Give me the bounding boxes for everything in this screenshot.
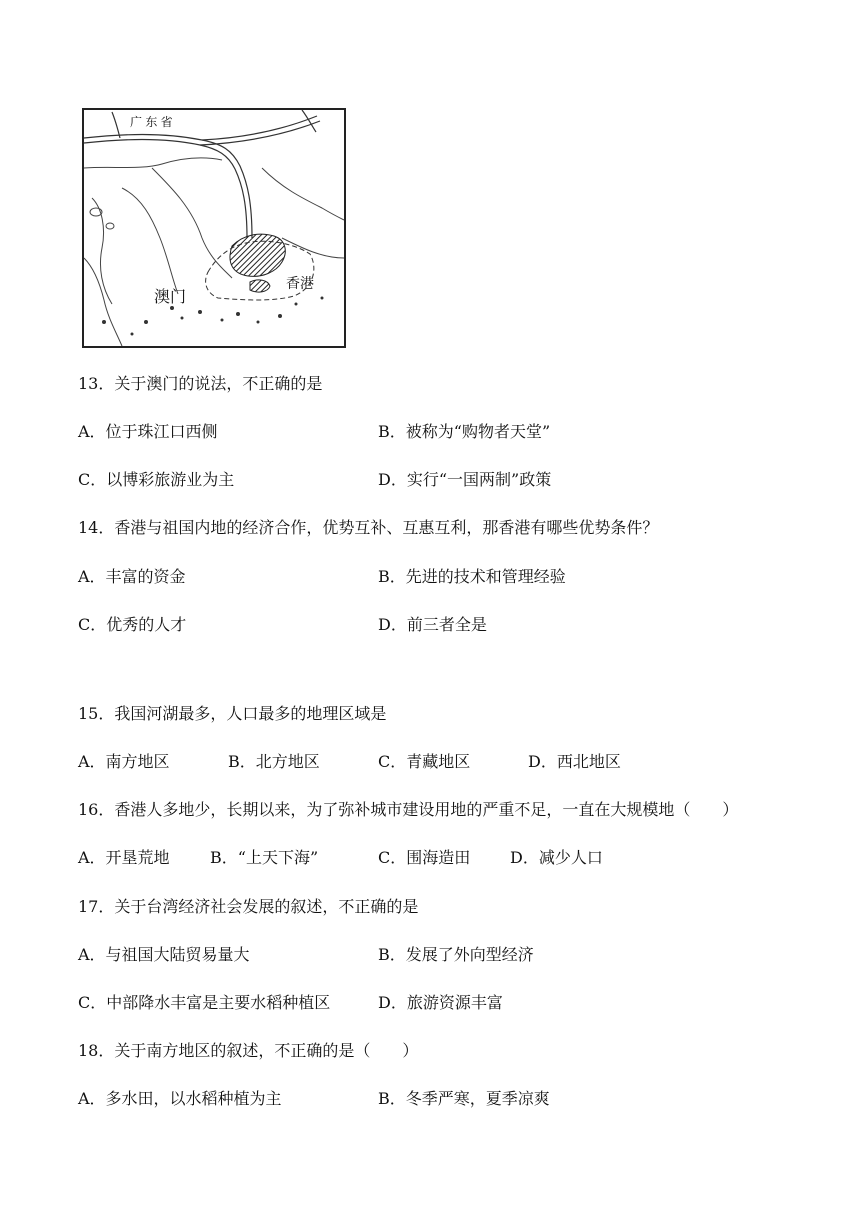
q17-option-a[interactable]: A．与祖国大陆贸易量大 xyxy=(78,945,250,964)
q14-option-c[interactable]: C．优秀的人才 xyxy=(78,615,187,634)
q15-option-d[interactable]: D．西北地区 xyxy=(528,752,621,771)
q15-option-c[interactable]: C．青藏地区 xyxy=(378,752,471,771)
question-18-stem: 18．关于南方地区的叙述，不正确的是（ ） xyxy=(78,1041,419,1060)
q15-option-b[interactable]: B．北方地区 xyxy=(228,752,320,771)
pearl-river-delta-map xyxy=(82,108,346,348)
question-14-stem: 14．香港与祖国内地的经济合作，优势互补、互惠互利，那香港有哪些优势条件？ xyxy=(78,518,659,537)
q13-option-b[interactable]: B．被称为“购物者天堂” xyxy=(378,422,551,441)
question-15-stem: 15．我国河湖最多，人口最多的地理区域是 xyxy=(78,704,387,723)
q16-option-d[interactable]: D．减少人口 xyxy=(510,848,603,867)
q16-option-b[interactable]: B．“上天下海” xyxy=(210,848,319,867)
question-13-stem: 13．关于澳门的说法，不正确的是 xyxy=(78,374,323,393)
q16-option-a[interactable]: A．开垦荒地 xyxy=(78,848,170,867)
q17-option-c[interactable]: C．中部降水丰富是主要水稻种植区 xyxy=(78,993,331,1012)
q13-option-d[interactable]: D．实行“一国两制”政策 xyxy=(378,470,552,489)
map-label-province: 广 东 省 xyxy=(130,115,173,129)
question-16-stem: 16．香港人多地少，长期以来，为了弥补城市建设用地的严重不足，一直在大规模地（ ） xyxy=(78,800,739,819)
q13-option-c[interactable]: C．以博彩旅游业为主 xyxy=(78,470,235,489)
q16-option-c[interactable]: C．围海造田 xyxy=(378,848,471,867)
map-label-hongkong: 香港 xyxy=(286,275,314,291)
q17-option-b[interactable]: B．发展了外向型经济 xyxy=(378,945,534,964)
q14-option-a[interactable]: A．丰富的资金 xyxy=(78,567,186,586)
q14-option-d[interactable]: D．前三者全是 xyxy=(378,615,487,634)
q14-option-b[interactable]: B．先进的技术和管理经验 xyxy=(378,567,566,586)
q18-option-b[interactable]: B．冬季严寒，夏季凉爽 xyxy=(378,1089,550,1108)
question-17-stem: 17．关于台湾经济社会发展的叙述，不正确的是 xyxy=(78,897,419,916)
q13-option-a[interactable]: A．位于珠江口西侧 xyxy=(78,422,218,441)
q17-option-d[interactable]: D．旅游资源丰富 xyxy=(378,993,503,1012)
map-label-macau: 澳门 xyxy=(154,289,187,306)
q18-option-a[interactable]: A．多水田，以水稻种植为主 xyxy=(78,1089,282,1108)
q15-option-a[interactable]: A．南方地区 xyxy=(78,752,170,771)
